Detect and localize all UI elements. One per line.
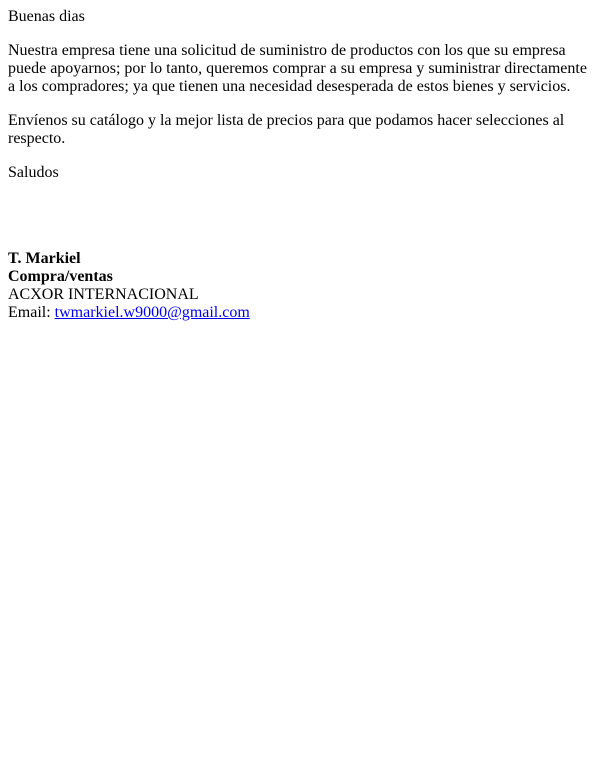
- request-paragraph: Nuestra empresa tiene una solicitud de suministro de productos con los que su empresa puede apoyarnos; por lo tanto, queremos comprar a su empresa y suministrar directamente a los compradores; ya que tienen una necesidad desesperada de estos bienes y servicios.: [8, 42, 587, 95]
- catalog-request-paragraph: Envíenos su catálogo y la mejor lista de precios para que podamos hacer selecciones al respecto.: [8, 112, 565, 147]
- greeting: Buenas dias: [8, 8, 85, 25]
- signature-name: T. Markiel: [8, 250, 81, 267]
- signature-company: ACXOR INTERNACIONAL: [8, 286, 199, 303]
- email-label: Email:: [8, 304, 55, 321]
- signature-email-line: [8, 304, 592, 322]
- email-body: [0, 0, 600, 330]
- signature-spacer: [8, 198, 592, 250]
- signature-block: [8, 250, 592, 322]
- closing: Saludos: [8, 164, 59, 181]
- signature-role: Compra/ventas: [8, 268, 113, 285]
- email-link[interactable]: twmarkiel.w9000@gmail.com: [54, 304, 250, 321]
